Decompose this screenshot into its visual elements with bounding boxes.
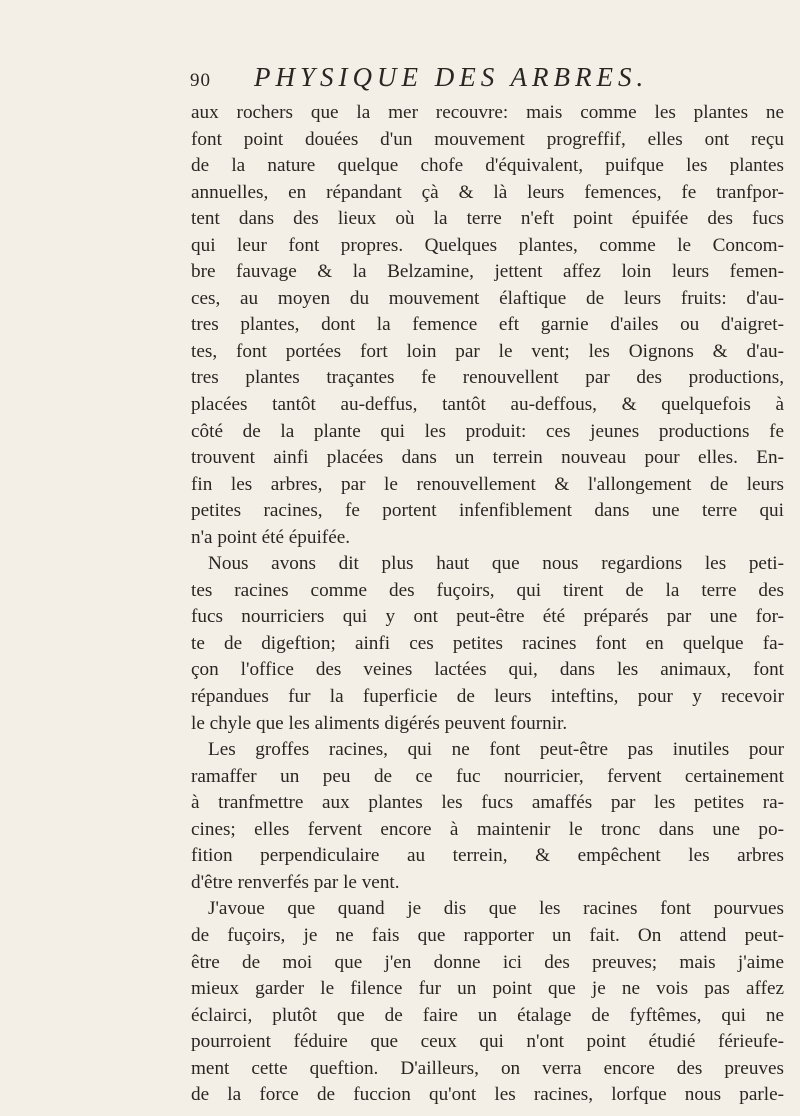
text-line: d'être renverfés par le vent. [191, 871, 400, 893]
text-line: répandues fur la fuperficie de leurs inteftins, pour y recevoir [191, 686, 784, 708]
text-line: tes, font portées fort loin par le vent; les Oignons & d'au- [191, 340, 784, 362]
text-line: tres plantes, dont la femence eft garnie d'ailes ou d'aigret- [191, 314, 784, 336]
text-line: pourroient féduire que ceux qui n'ont point étudié férieufe- [191, 1031, 784, 1053]
text-line: font point douées d'un mouvement progreffif, elles ont reçu [191, 128, 784, 150]
text-line: à tranfmettre aux plantes les fucs amaffés par les petites ra- [191, 792, 784, 814]
text-line: te de digeftion; ainfi ces petites racines font en quelque fa- [191, 632, 784, 654]
text-line: n'a point été épuifée. [191, 526, 351, 548]
text-line: de la force de fuccion qu'ont les racines, lorfque nous parle- [191, 1084, 784, 1106]
text-line: çon l'office des veines lactées qui, dans les animaux, font [191, 659, 784, 681]
text-line: trouvent ainfi placées dans un terrein nouveau pour elles. En- [191, 447, 784, 469]
text-line: de la nature quelque chofe d'équivalent, puifque les plantes [191, 155, 784, 177]
text-line: qui leur font propres. Quelques plantes, comme le Concom- [191, 234, 784, 256]
text-line: placées tantôt au-deffus, tantôt au-deffous, & quelquefois à [191, 394, 784, 416]
text-line: Les groffes racines, qui ne font peut-être pas inutiles pour [208, 739, 784, 761]
text-line: cines; elles fervent encore à maintenir le tronc dans une po- [191, 818, 784, 840]
text-line: Nous avons dit plus haut que nous regardions les peti- [208, 553, 784, 575]
text-line: J'avoue que quand je dis que les racines font pourvues [208, 898, 784, 920]
text-line: de fuçoirs, je ne fais que rapporter un fait. On attend peut- [191, 924, 784, 946]
text-line: tes racines comme des fuçoirs, qui tirent de la terre des [191, 579, 784, 601]
text-line: côté de la plante qui les produit: ces jeunes productions fe [191, 420, 784, 442]
text-line: fin les arbres, par le renouvellement & l'allongement de leurs [191, 473, 784, 495]
text-line: être de moi que j'en donne ici des preuves; mais j'aime [191, 951, 784, 973]
text-line: tres plantes traçantes fe renouvellent par des productions, [191, 367, 784, 389]
text-line: éclairci, plutôt que de faire un étalage de fyftêmes, qui ne [191, 1004, 784, 1026]
running-title: PHYSIQUE DES ARBRES. [254, 62, 649, 92]
text-line: tent dans des lieux où la terre n'eft point épuifée des fucs [191, 208, 784, 230]
page-header [190, 62, 790, 102]
page-number: 90 [190, 70, 211, 91]
text-line: petites racines, fe portent infenfiblement dans une terre qui [191, 500, 784, 522]
text-line: bre fauvage & la Belzamine, jettent affez loin leurs femen- [191, 261, 784, 283]
text-line: aux rochers que la mer recouvre: mais comme les plantes ne [191, 102, 784, 123]
text-line: fucs nourriciers qui y ont peut-être été préparés par une for- [191, 606, 784, 628]
text-line: mieux garder le filence fur un point que je ne vois pas affez [191, 978, 784, 1000]
text-line: ment cette queftion. D'ailleurs, on verra encore des preuves [191, 1057, 784, 1079]
text-line: le chyle que les aliments digérés peuvent fournir. [191, 712, 568, 734]
text-line: ramaffer un peu de ce fuc nourricier, fervent certainement [191, 765, 784, 787]
text-line: ces, au moyen du mouvement élaftique de leurs fruits: d'au- [191, 287, 784, 309]
text-line: fition perpendiculaire au terrein, & empêchent les arbres [191, 845, 784, 867]
text-line: annuelles, en répandant çà & là leurs femences, fe tranfpor- [191, 181, 784, 203]
body-text [191, 100, 784, 1109]
